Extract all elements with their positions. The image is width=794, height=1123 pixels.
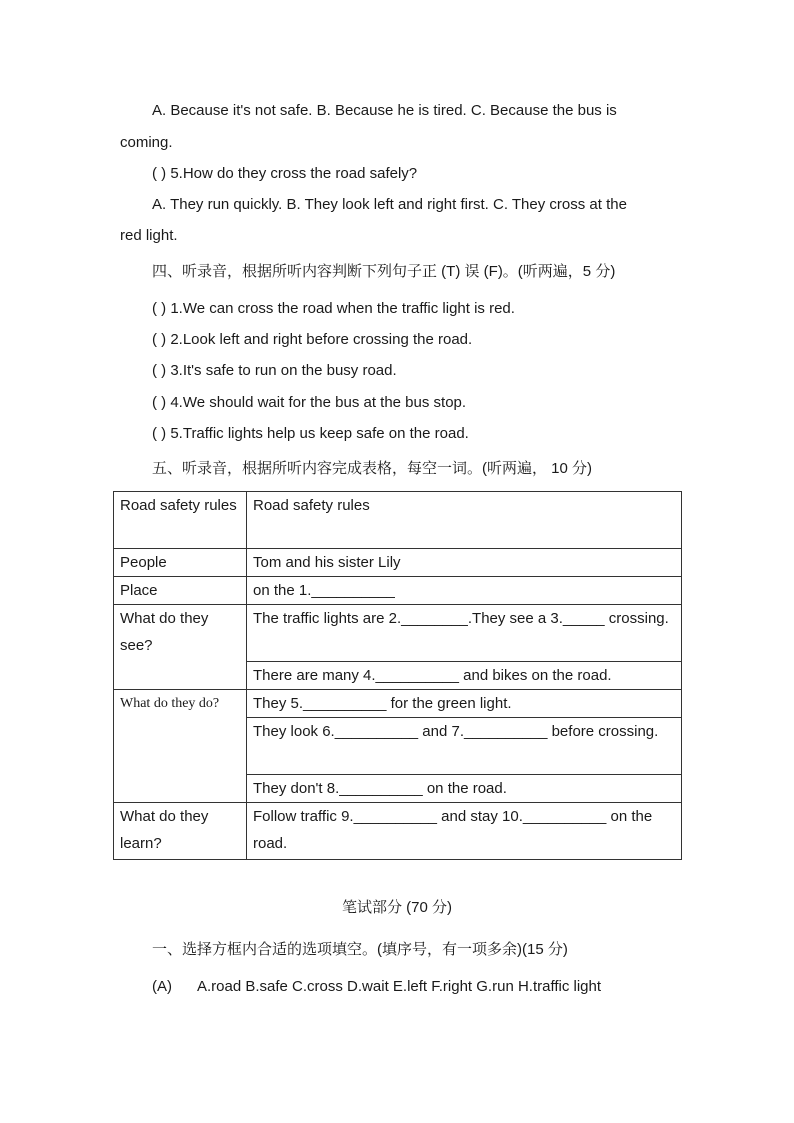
- options-text: A.road B.safe C.cross D.wait E.left F.right G.run H.traffic light: [197, 978, 602, 995]
- table-row: [114, 690, 682, 718]
- table-cell-value: Follow traffic 9.__________ and stay 10.__________ on the road.: [247, 803, 682, 860]
- tf-item-5: ( ) 5.Traffic lights help us keep safe on the road.: [152, 425, 469, 442]
- section-four-heading: 四、听录音，根据所听内容判断下列句子正 (T) 误 (F)。(听两遍，5 分): [152, 263, 616, 280]
- table-row: [114, 803, 682, 860]
- table-cell-label: What do they learn?: [114, 803, 247, 860]
- table-cell-value: They 5.__________ for the green light.: [247, 690, 682, 718]
- options-label: (A): [152, 978, 172, 995]
- table-cell-value: Tom and his sister Lily: [247, 549, 682, 577]
- road-safety-table: [113, 491, 682, 860]
- tf-item-1: ( ) 1.We can cross the road when the traffic light is red.: [152, 300, 515, 317]
- q4-options-line1: A. Because it's not safe. B. Because he is tired. C. Because the bus is: [152, 102, 617, 119]
- table-cell-value: Road safety rules: [247, 492, 682, 549]
- q4-options-line2: coming.: [120, 134, 173, 151]
- table-cell-value: They look 6.__________ and 7.__________ before crossing.: [247, 718, 682, 775]
- table-cell-value: They don't 8.__________ on the road.: [247, 775, 682, 803]
- tf-item-2: ( ) 2.Look left and right before crossing the road.: [152, 331, 473, 348]
- table-row: [114, 605, 682, 662]
- table-row: [114, 549, 682, 577]
- q5-options-line1: A. They run quickly. B. They look left and right first. C. They cross at the: [152, 196, 627, 213]
- q5-options-line2: red light.: [120, 227, 178, 244]
- table-cell-label: Place: [114, 577, 247, 605]
- tf-item-4: ( ) 4.We should wait for the bus at the bus stop.: [152, 394, 467, 411]
- section-five-heading: 五、听录音，根据所听内容完成表格，每空一词。(听两遍， 10 分): [152, 460, 593, 477]
- table-row: [114, 492, 682, 549]
- table-cell-label: What do they see?: [114, 605, 247, 690]
- q5-question: ( ) 5.How do they cross the road safely?: [152, 165, 418, 182]
- table-cell-value: There are many 4.__________ and bikes on the road.: [247, 662, 682, 690]
- table-cell-value: on the 1.__________: [247, 577, 682, 605]
- table-cell-label: What do they do?: [114, 690, 247, 803]
- table-row: [114, 577, 682, 605]
- written-part-title: 笔试部分 (70 分): [341, 899, 452, 916]
- written-section-one-heading: 一、选择方框内合适的选项填空。(填序号，有一项多余)(15 分): [152, 941, 568, 958]
- table-cell-label: People: [114, 549, 247, 577]
- tf-item-3: ( ) 3.It's safe to run on the busy road.: [152, 362, 397, 379]
- table-cell-label: Road safety rules: [114, 492, 247, 549]
- table-cell-value: The traffic lights are 2.________.They see a 3._____ crossing.: [247, 605, 682, 662]
